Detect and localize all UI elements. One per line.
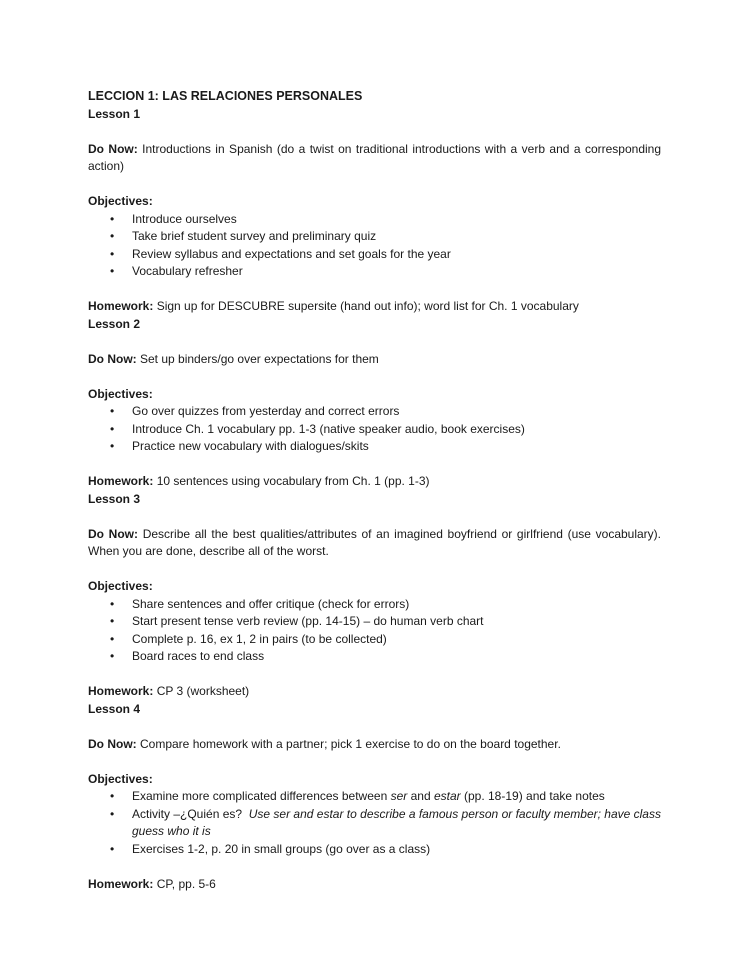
list-item: • Go over quizzes from yesterday and correct errors — [88, 403, 661, 421]
lesson-1-do-now-text: Introductions in Spanish (do a twist on traditional introductions with a verb and a corresponding action) — [88, 141, 661, 173]
objectives-heading: Objectives: — [88, 579, 153, 593]
bullet-icon: • — [110, 789, 115, 803]
lesson-3-do-now-text: Describe all the best qualities/attributes of an imagined boyfriend or girlfriend (use vocabulary). When you are done, describe all of the worst. — [88, 526, 662, 558]
lesson-4-homework-text: CP, pp. 5-6 — [156, 876, 216, 891]
list-item: • Examine more complicated differences between ser and estar (pp. 18-19) and take notes — [88, 788, 661, 806]
lesson-4-objectives — [88, 788, 661, 858]
bullet-icon: • — [110, 841, 115, 856]
homework-label: Homework: — [88, 474, 154, 488]
lesson-2-do-now — [88, 351, 661, 369]
lesson-1-homework-text: Sign up for DESCUBRE supersite (hand out info); word list for Ch. 1 vocabulary — [156, 299, 579, 313]
lesson-4-section — [88, 701, 661, 894]
lesson-4-do-now — [88, 736, 661, 754]
list-item: • Exercises 1-2, p. 20 in small groups (go over as a class) — [88, 841, 661, 859]
objectives-heading: Objectives: — [88, 771, 153, 786]
lesson-3-section — [88, 491, 661, 701]
lesson-2-homework-text: 10 sentences using vocabulary from Ch. 1 (pp. 1-3) — [156, 474, 430, 488]
list-item: • Take brief student survey and preliminary quiz — [88, 228, 661, 246]
bullet-icon: • — [110, 421, 115, 436]
bullet-icon: • — [110, 211, 115, 226]
lesson-1-homework — [88, 298, 661, 316]
lesson-4-heading: Lesson 4 — [88, 701, 141, 716]
homework-label: Homework: — [88, 876, 154, 891]
lesson-2-section — [88, 316, 661, 491]
lesson-1-section — [88, 106, 661, 316]
lesson-3-homework-text: CP 3 (worksheet) — [156, 684, 250, 698]
list-item: • Introduce Ch. 1 vocabulary pp. 1-3 (native speaker audio, book exercises) — [88, 421, 661, 439]
bullet-icon: • — [110, 806, 115, 821]
bullet-icon: • — [110, 439, 115, 453]
lesson-2-heading: Lesson 2 — [88, 316, 141, 331]
list-item: • Review syllabus and expectations and set goals for the year — [88, 246, 661, 264]
homework-label: Homework: — [88, 684, 154, 698]
lesson-3-objectives — [88, 596, 661, 666]
do-now-label: Do Now: — [88, 141, 138, 156]
lesson-1-heading: Lesson 1 — [88, 106, 141, 121]
lesson-2-do-now-text: Set up binders/go over expectations for them — [140, 351, 379, 366]
list-item: • Introduce ourselves — [88, 211, 661, 229]
lesson-3-homework — [88, 683, 661, 701]
list-item: • Complete p. 16, ex 1, 2 in pairs (to be collected) — [88, 631, 661, 649]
lesson-4-do-now-text: Compare homework with a partner; pick 1 exercise to do on the board together. — [140, 736, 561, 751]
lesson-3-do-now — [88, 526, 661, 561]
homework-label: Homework: — [88, 299, 154, 313]
bullet-icon: • — [110, 649, 115, 663]
lesson-3-heading: Lesson 3 — [88, 491, 141, 506]
lesson-4-homework — [88, 876, 661, 894]
lesson-2-homework — [88, 473, 661, 491]
bullet-icon: • — [110, 229, 115, 243]
list-item: • Activity –¿Quién es? Use ser and estar to describe a famous person or faculty member; have class guess who it is — [110, 806, 661, 838]
bullet-icon: • — [110, 614, 115, 628]
list-item: • Vocabulary refresher — [88, 263, 661, 281]
bullet-icon: • — [110, 631, 115, 646]
document-title: LECCION 1: LAS RELACIONES PERSONALES — [88, 89, 363, 103]
bullet-icon: • — [110, 404, 115, 418]
list-item: • Start present tense verb review (pp. 14-15) – do human verb chart — [88, 613, 661, 631]
bullet-icon: • — [110, 264, 115, 278]
list-item: • Share sentences and offer critique (check for errors) — [88, 596, 661, 614]
objectives-heading: Objectives: — [88, 194, 153, 208]
lesson-1-do-now — [88, 141, 661, 176]
do-now-label: Do Now: — [88, 736, 137, 751]
do-now-label: Do Now: — [88, 351, 137, 366]
do-now-label: Do Now: — [88, 526, 138, 541]
bullet-icon: • — [110, 596, 115, 611]
lesson-2-objectives — [88, 403, 661, 456]
objectives-heading: Objectives: — [88, 386, 153, 401]
list-item: • Board races to end class — [88, 648, 661, 666]
bullet-icon: • — [110, 246, 115, 261]
lesson-1-objectives — [88, 211, 661, 281]
list-item: • Practice new vocabulary with dialogues/skits — [88, 438, 661, 456]
